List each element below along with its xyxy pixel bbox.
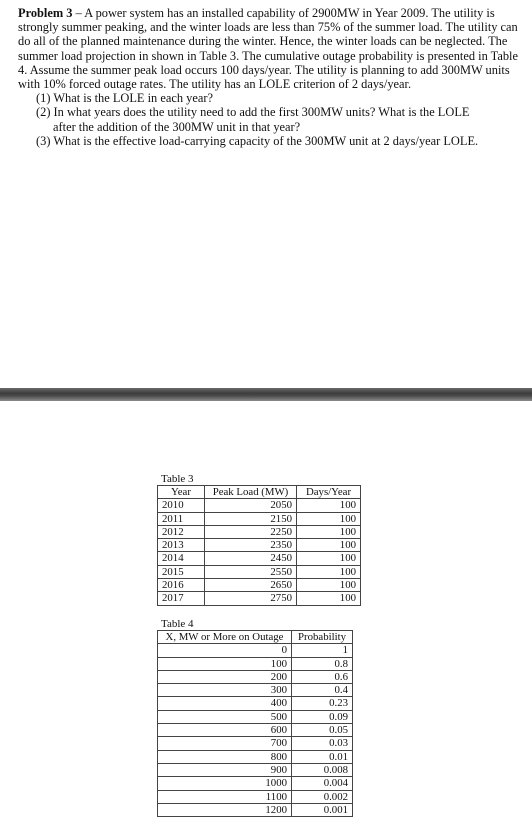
question-item: (3) What is the effective load-carrying capacity of the 300MW unit at 2 days/year LOLE. <box>36 133 479 148</box>
table-cell: 2450 <box>205 552 297 565</box>
table-row <box>158 512 361 525</box>
table-row <box>158 539 361 552</box>
table-cell: 2013 <box>158 539 205 552</box>
table4-header: X, MW or More on Outage <box>158 631 292 644</box>
table-row <box>158 710 353 723</box>
table-cell: 700 <box>158 737 292 750</box>
table-cell: 100 <box>297 579 361 592</box>
table-cell: 0.4 <box>292 684 353 697</box>
table4-header: Probability <box>292 631 353 644</box>
table-row <box>158 552 361 565</box>
table-cell: 2016 <box>158 579 205 592</box>
table-row <box>158 803 353 816</box>
table-cell: 1100 <box>158 790 292 803</box>
problem-text: – A power system has an installed capability of 2900MW in Year 2009. The utility is strongly summer peaking, and the winter loads are less than 75% of the summer load. The utility can do all of the planned maintenance during the winter. Hence, the winter loads can be neglected. The summer load projection in shown in Table 3. The cumulative outage probability is presented in Table 4. Assume the summer peak load occurs 100 days/year. The utility is planning to add 300MW units with 10% forced outage rates. The utility has an LOLE criterion of 2 days/year. <box>18 6 518 92</box>
table-cell: 0.23 <box>292 697 353 710</box>
table4 <box>157 630 353 817</box>
table-cell: 0.004 <box>292 777 353 790</box>
table-row <box>158 657 353 670</box>
table-cell: 100 <box>297 539 361 552</box>
table-cell: 2015 <box>158 565 205 578</box>
table-row <box>158 644 353 657</box>
table-cell: 0.008 <box>292 763 353 776</box>
table-cell: 0.8 <box>292 657 353 670</box>
table-cell: 300 <box>158 684 292 697</box>
table-cell: 2750 <box>205 592 297 605</box>
table-cell: 100 <box>297 565 361 578</box>
table-row <box>158 790 353 803</box>
table-cell: 2017 <box>158 592 205 605</box>
table-cell: 1 <box>292 644 353 657</box>
table-cell: 0.05 <box>292 724 353 737</box>
table-cell: 2350 <box>205 539 297 552</box>
table-cell: 2250 <box>205 525 297 538</box>
table-row <box>158 592 361 605</box>
table-cell: 500 <box>158 710 292 723</box>
table-cell: 0.001 <box>292 803 353 816</box>
table-cell: 0.6 <box>292 670 353 683</box>
problem-statement <box>18 6 518 148</box>
question-item: (1) What is the LOLE in each year? <box>36 91 213 106</box>
table3-header: Year <box>158 486 205 499</box>
table-row <box>158 579 361 592</box>
table-cell: 2011 <box>158 512 205 525</box>
table-cell: 2050 <box>205 499 297 512</box>
table-cell: 2550 <box>205 565 297 578</box>
table-row <box>158 737 353 750</box>
problem-heading: Problem 3 <box>18 6 73 20</box>
table-cell: 2650 <box>205 579 297 592</box>
table-row <box>158 684 353 697</box>
question-list <box>18 91 518 148</box>
table-cell: 100 <box>297 512 361 525</box>
table-cell: 800 <box>158 750 292 763</box>
table-row <box>158 525 361 538</box>
question-item: (2) In what years does the utility need to add the first 300MW units? What is the LOLE after the addition of the 300MW unit in that year? <box>36 105 470 134</box>
table3 <box>157 485 361 606</box>
table3-caption: Table 3 <box>161 473 194 485</box>
table-cell: 100 <box>297 552 361 565</box>
table-cell: 2150 <box>205 512 297 525</box>
table-cell: 100 <box>297 499 361 512</box>
table-cell: 1200 <box>158 803 292 816</box>
table-cell: 1000 <box>158 777 292 790</box>
table-cell: 200 <box>158 670 292 683</box>
table-cell: 0.09 <box>292 710 353 723</box>
table-row <box>158 565 361 578</box>
problem-paragraph <box>18 6 518 91</box>
table-cell: 0.002 <box>292 790 353 803</box>
table-cell: 0.01 <box>292 750 353 763</box>
table-row <box>158 763 353 776</box>
table-row <box>158 499 361 512</box>
table-row <box>158 724 353 737</box>
table-cell: 100 <box>158 657 292 670</box>
table-cell: 0.03 <box>292 737 353 750</box>
table-cell: 100 <box>297 525 361 538</box>
table-cell: 0 <box>158 644 292 657</box>
table3-header: Days/Year <box>297 486 361 499</box>
table3-header: Peak Load (MW) <box>205 486 297 499</box>
table-cell: 2014 <box>158 552 205 565</box>
table-row <box>158 670 353 683</box>
table-row <box>158 697 353 710</box>
table-cell: 2010 <box>158 499 205 512</box>
table4-caption: Table 4 <box>161 618 194 630</box>
table-cell: 400 <box>158 697 292 710</box>
table-row <box>158 750 353 763</box>
page-divider <box>0 388 532 401</box>
table-cell: 100 <box>297 592 361 605</box>
table-cell: 600 <box>158 724 292 737</box>
table-row <box>158 777 353 790</box>
table-cell: 900 <box>158 763 292 776</box>
table-cell: 2012 <box>158 525 205 538</box>
